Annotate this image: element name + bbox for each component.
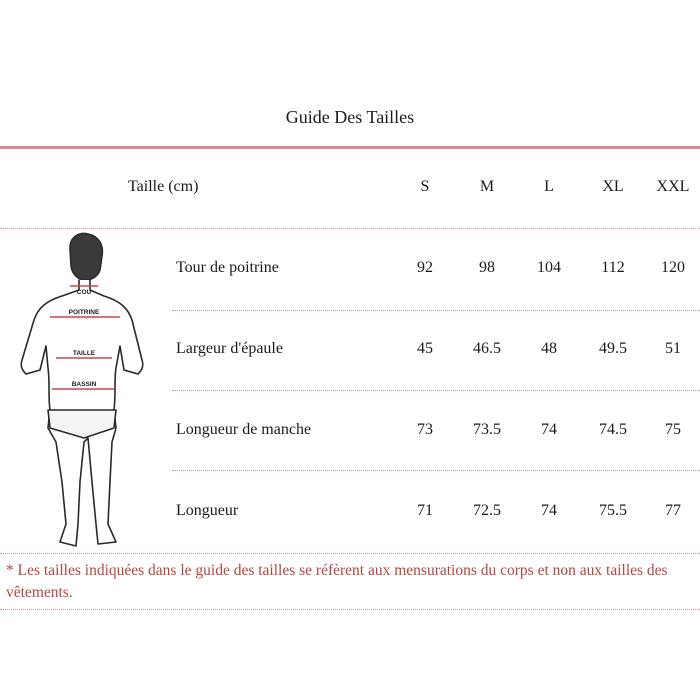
page-title: Guide Des Tailles (285, 107, 415, 127)
size-header-m: M (479, 178, 495, 195)
bottom-divider (0, 609, 700, 610)
table-cell: 74.5 (599, 421, 627, 438)
table-cell: 74 (541, 421, 557, 438)
figure-label-bassin: BASSIN (71, 381, 97, 388)
table-cell: 74 (541, 502, 557, 519)
table-cell: 73 (417, 421, 433, 438)
table-cell: 75.5 (599, 502, 627, 519)
row-label: Tour de poitrine (176, 259, 279, 276)
row-divider (172, 390, 700, 391)
row-label: Largeur d'épaule (176, 340, 283, 357)
row-divider (172, 310, 700, 311)
table-bottom-divider (0, 553, 700, 554)
figure-label-poitrine: POITRINE (68, 309, 100, 316)
table-cell: 46.5 (473, 340, 501, 357)
figure-label-taille: TAILLE (72, 350, 96, 357)
table-cell: 112 (601, 259, 625, 276)
table-cell: 120 (661, 259, 685, 276)
figure-label-cou: COU (76, 289, 92, 296)
size-header-l: L (544, 178, 554, 195)
size-header-xxl: XXL (656, 178, 690, 195)
row-label: Longueur (176, 502, 239, 519)
table-cell: 75 (665, 421, 681, 438)
table-cell: 71 (417, 502, 433, 519)
table-cell: 73.5 (473, 421, 501, 438)
table-cell: 45 (417, 340, 433, 357)
size-header-s: S (420, 178, 430, 195)
table-cell: 77 (665, 502, 681, 519)
table-cell: 104 (537, 259, 561, 276)
measurement-figure-icon (0, 228, 150, 556)
row-label: Longueur de manche (176, 421, 312, 438)
table-cell: 72.5 (473, 502, 501, 519)
size-header-xl: XL (602, 178, 624, 195)
top-rule (0, 146, 700, 149)
table-cell: 48 (541, 340, 557, 357)
row-divider (172, 470, 700, 471)
header-label: Taille (cm) (128, 178, 199, 195)
table-cell: 92 (417, 259, 433, 276)
table-cell: 49.5 (599, 340, 627, 357)
table-cell: 51 (665, 340, 681, 357)
table-cell: 98 (479, 259, 495, 276)
size-note: * Les tailles indiquées dans le guide des tailles se réfèrent aux mensurations du corps et non aux tailles des vêtements. (6, 562, 668, 601)
